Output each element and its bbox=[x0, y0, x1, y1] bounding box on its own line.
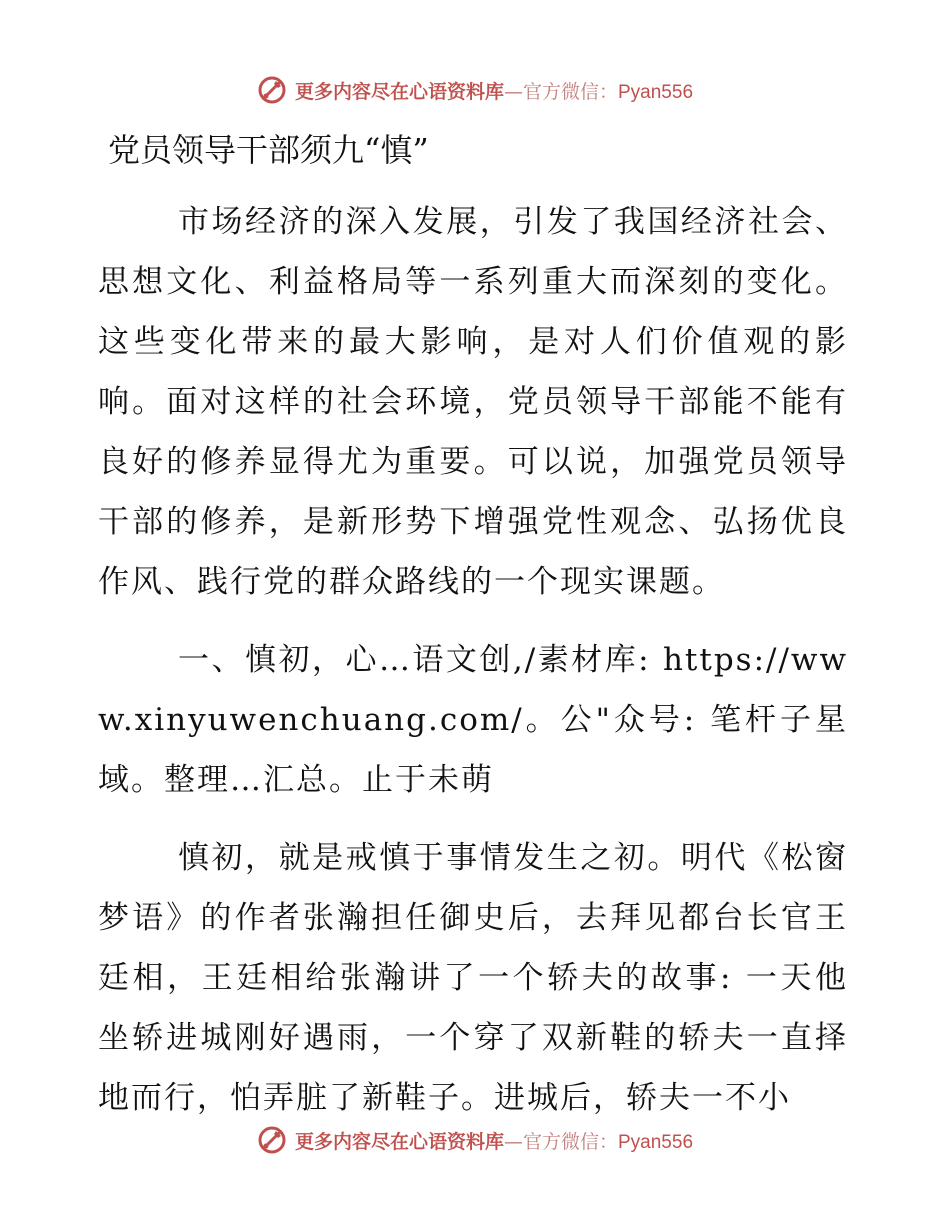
brush-logo-icon bbox=[257, 75, 287, 105]
banner-text bbox=[295, 77, 693, 104]
footer-banner bbox=[0, 1120, 950, 1160]
banner-library-name: 更多内容尽在心语资料库 bbox=[294, 80, 504, 103]
banner-wechat-id: Pyan556 bbox=[618, 1131, 694, 1153]
brush-logo-icon bbox=[257, 1125, 287, 1155]
document-body bbox=[98, 192, 848, 1146]
banner-wechat-label: —官方微信： bbox=[503, 1130, 618, 1153]
banner-library-name: 更多内容尽在心语资料库 bbox=[294, 1130, 504, 1153]
paragraph-intro: 市场经济的深入发展，引发了我国经济社会、思想文化、利益格局等一系列重大而深刻的变化。这些变化带来的最大影响，是对人们价值观的影响。面对这样的社会环境，党员领导干部能不能有良好的修养显得尤为重要。可以说，加强党员领导干部的修养，是新形势下增强党性观念、弘扬优良作风、践行党的群众路线的一个现实课题。 bbox=[98, 204, 848, 600]
page-title: 党员领导干部须九“慎” bbox=[108, 131, 429, 169]
header-banner bbox=[0, 70, 950, 110]
banner-wechat-id: Pyan556 bbox=[618, 81, 694, 103]
banner-text bbox=[295, 1127, 693, 1154]
banner-wechat-label: —官方微信： bbox=[503, 80, 618, 103]
paragraph-story: 慎初，就是戒慎于事情发生之初。明代《松窗梦语》的作者张瀚担任御史后，去拜见都台长官王廷相，王廷相给张瀚讲了一个轿夫的故事: 一天他坐轿进城刚好遇雨，一个穿了双新鞋的轿夫一直择地而行，怕弄脏了新鞋子。进城后，轿夫一不小 bbox=[98, 840, 848, 1116]
paragraph-section-heading: 一、慎初，心…语文创,/素材库: https://www.xinyuwenchuang.com/。公"众号: 笔杆子星域。整理…汇总。止于未萌 bbox=[98, 642, 848, 798]
